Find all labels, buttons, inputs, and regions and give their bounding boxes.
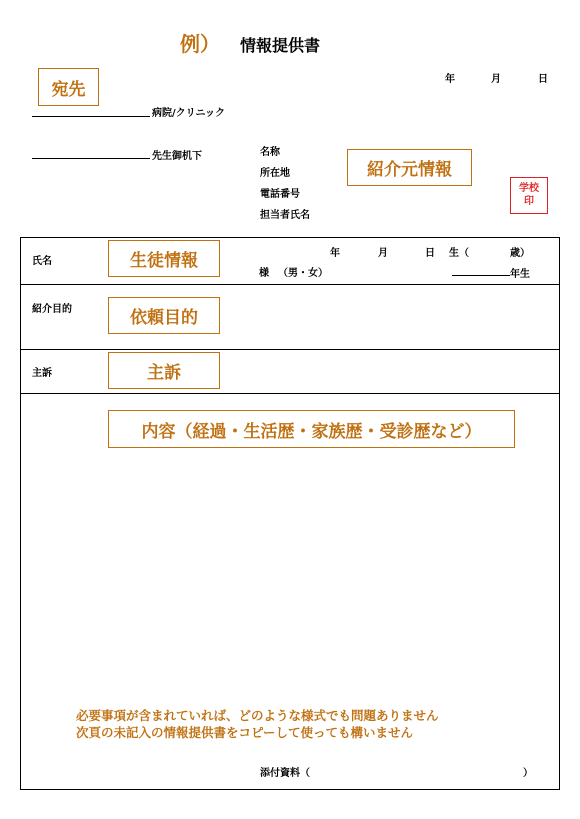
recipient-tag: 宛先 <box>38 68 99 106</box>
stamp-line2: 印 <box>524 196 534 207</box>
date-year: 年 <box>445 74 455 85</box>
hospital-suffix: 病院/クリニック <box>152 108 226 119</box>
date-day: 日 <box>538 74 548 85</box>
attachment-close: ） <box>523 768 533 779</box>
row-divider <box>21 393 559 394</box>
sender-address-label: 所在地 <box>260 168 290 179</box>
stamp-line1: 学校 <box>519 183 539 194</box>
honorific: 様 <box>259 268 269 279</box>
page-title: 情報提供書 <box>240 36 321 55</box>
age-label: 歳） <box>510 248 530 259</box>
content-tag: 内容（経過・生活歴・家族歴・受診歴など） <box>108 410 515 448</box>
sender-name-label: 名称 <box>260 147 280 158</box>
student-name-label: 氏名 <box>32 256 52 267</box>
sender-phone-label: 電話番号 <box>260 189 300 200</box>
grade-line[interactable] <box>452 264 510 276</box>
purpose-tag: 依頼目的 <box>108 297 220 334</box>
row-divider <box>21 349 559 350</box>
note-line-2: 次頁の未記入の情報提供書をコピーして使っても構いません <box>76 725 414 740</box>
doctor-suffix: 先生御机下 <box>152 151 202 162</box>
note-line-1: 必要事項が含まれていれば、どのような様式でも問題ありません <box>76 708 439 723</box>
attachment-label: 添付資料（ <box>260 768 310 779</box>
sender-contact-label: 担当者氏名 <box>260 210 310 221</box>
example-label: 例） <box>180 32 220 56</box>
date-month: 月 <box>491 74 501 85</box>
born-label: 生（ <box>449 248 469 259</box>
sender-tag: 紹介元情報 <box>347 149 472 186</box>
purpose-label: 紹介目的 <box>32 304 72 315</box>
row-divider <box>21 284 559 285</box>
complaint-label: 主訴 <box>32 368 52 379</box>
birth-month: 月 <box>378 248 388 259</box>
birth-day: 日 <box>425 248 435 259</box>
birth-year: 年 <box>330 248 340 259</box>
complaint-tag: 主訴 <box>108 352 220 389</box>
school-stamp <box>510 177 548 214</box>
student-tag: 生徒情報 <box>108 240 220 277</box>
doctor-name-line[interactable] <box>32 146 150 159</box>
gender-select[interactable]: （男・女） <box>278 268 328 279</box>
hospital-name-line[interactable] <box>32 104 150 117</box>
grade-suffix: 年生 <box>510 269 530 280</box>
